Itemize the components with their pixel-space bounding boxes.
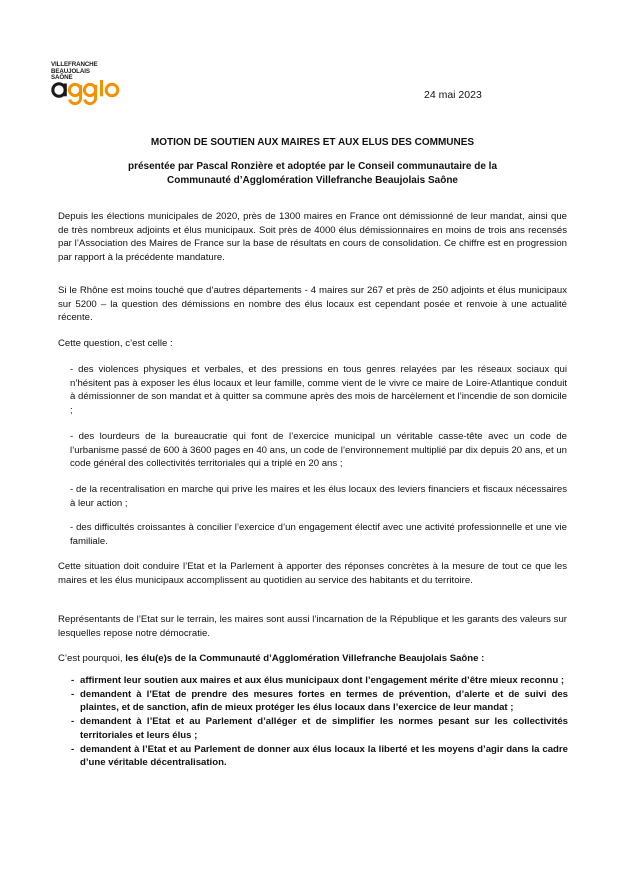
paragraph-rhone: Si le Rhône est moins touché que d’autres départements - 4 maires sur 267 et près de 250 adjoints et élus municipaux sur 5200 – la question des démissions en nombre des élus locaux est cependant posée et renvoie à une actualité récente. — [58, 285, 567, 324]
dash-bullet-icon: - — [71, 743, 75, 755]
paragraph-representants: Représentants de l’Etat sur le terrain, les maires sont aussi l’incarnation de la République et les garants des valeurs sur lesquelles repose notre démocratie. — [58, 614, 567, 639]
logo-line-saone: SAÔNE — [51, 74, 73, 82]
resolution-item — [71, 743, 568, 770]
agglo-logo — [51, 62, 131, 108]
document-date: 24 mai 2023 — [424, 89, 482, 101]
dash-bullet-icon: - — [71, 688, 75, 700]
resolution-text: demandent à l’Etat de prendre des mesures fortes en termes de prévention, d’alerte et de suivi des plaintes, et de sanction, afin de mieux protéger les élus locaux dans l’exercice de leur mandat ; — [80, 688, 568, 714]
dash-bullet-icon: - — [71, 675, 75, 686]
conclusion-bold: les élu(e)s de la Communauté d’Agglomération Villefranche Beaujolais Saône : — [125, 653, 485, 664]
issue-item-bureaucracy: - des lourdeurs de la bureaucratie qui font de l’exercice municipal un véritable casse-tête avec un code de l’urbanisme passé de 600 à 3600 pages en 40 ans, un code de l’environnement multiplié par dix depuis 20 ans, et un code général des collectivités territoriales qui a triplé en 20 ans ; — [70, 431, 567, 470]
resolution-item — [71, 715, 568, 742]
paragraph-intro: Depuis les élections municipales de 2020, près de 1300 maires en France ont démissionné de leur mandat, ainsi que de très nombreux adjoints et élus municipaux. Soit près de 4000 élus démissionnaires en moins de trois ans recensés par l’Association des Maires de France sur la base de résultats en cours de consolidation. Ce chiffre est en progression par rapport à la précédente mandature. — [58, 211, 567, 264]
issue-item-difficulties: - des difficultés croissantes à concilier l’exercice d’un engagement électif avec une activité professionnelle et une vie familiale. — [70, 522, 567, 547]
resolution-item — [71, 688, 568, 715]
logo-line-villefranche: VILLEFRANCHE — [51, 61, 98, 68]
logo-text — [51, 62, 131, 82]
subtitle-line-2: Communauté d’Agglomération Villefranche Beaujolais Saône — [167, 175, 458, 186]
subtitle-line-1: présentée par Pascal Ronzière et adoptée par le Conseil communautaire de la — [127, 161, 498, 172]
conclusion-prefix: C’est pourquoi, — [58, 653, 126, 664]
resolution-text: affirment leur soutien aux maires et aux élus municipaux dont l’engagement mérite d’être mieux reconnu ; — [80, 675, 565, 686]
agglo-wordmark-icon — [51, 80, 127, 110]
document-subtitle — [60, 160, 565, 188]
resolution-item — [71, 674, 568, 688]
paragraph-question: Cette question, c’est celle : — [58, 338, 173, 349]
resolutions-list — [71, 674, 568, 770]
paragraph-situation: Cette situation doit conduire l’Etat et la Parlement à apporter des réponses concrètes à la mesure de tout ce que les maires et les élus municipaux accomplissent au quotidien au service des habitants et du territoire. — [58, 561, 567, 586]
logo-line-beaujolais: BEAUJOLAIS — [51, 67, 90, 75]
issue-item-recentralisation: - de la recentralisation en marche qui prive les maires et les élus locaux des leviers financiers et fiscaux nécessaires à leur action ; — [70, 484, 567, 509]
resolution-text: demandent à l’Etat et au Parlement d’alléger et de simplifier les normes pesant sur les collectivités territoriales et leurs élus ; — [80, 716, 568, 741]
document-title: MOTION DE SOUTIEN AUX MAIRES ET AUX ELUS DES COMMUNES — [150, 137, 475, 148]
resolution-text: demandent à l’Etat et au Parlement de donner aux élus locaux la liberté et les moyens d’agir dans la cadre d’une véritable décentralisation. — [80, 743, 568, 769]
issue-item-violence: - des violences physiques et verbales, et des pressions en tous genres relayées par les réseaux sociaux qui n’hésitent pas à exposer les élus locaux et leur famille, comme vient de le vivre ce maire de Loire-Atlantique conduit à démissionner de son mandat et à quitter sa commune après des mois de harcèlement et l’incendie de son domicile ; — [70, 364, 567, 417]
dash-bullet-icon: - — [71, 716, 75, 728]
paragraph-conclusion — [58, 652, 567, 666]
